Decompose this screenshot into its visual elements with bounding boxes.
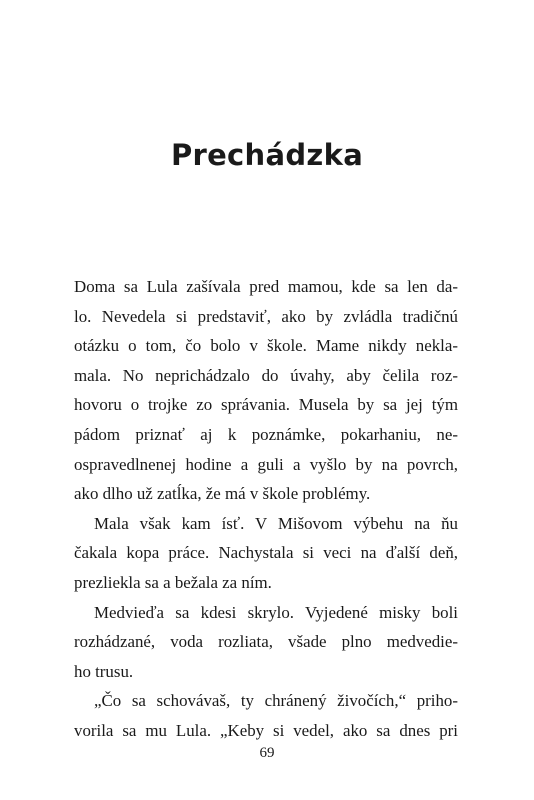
body-text [74,272,458,746]
text-line: ho trusu. [74,661,134,681]
text-line: vorila sa mu Lula. „Keby si vedel, ako sa dnes pri [74,720,458,740]
page-number: 69 [259,745,275,761]
text-line: čakala kopa práce. Nachystala si veci na ďalší deň, [74,543,458,563]
text-line: otázku o tom, čo bolo v škole. Mame nikdy nekla- [74,336,458,356]
text-line: Mala však kam ísť. V Mišovom výbehu na ňu [94,513,458,533]
text-line: Medvieďa sa kdesi skrylo. Vyjedené misky boli [94,602,458,622]
text-line: ako dlho už zatĺka, že má v škole problémy. [74,484,371,504]
text-line: mala. No neprichádzalo do úvahy, aby čelila roz- [74,365,458,385]
text-line: prezliekla sa a bežala za ním. [74,572,272,592]
text-line: lo. Nevedela si predstaviť, ako by zvládla tradičnú [74,306,458,326]
text-line: ospravedlnenej hodine a guli a vyšlo by na povrch, [74,454,458,474]
text-line: hovoru o trojke zo správania. Musela by sa jej tým [74,395,458,415]
text-line: Doma sa Lula zašívala pred mamou, kde sa len da- [74,277,458,296]
chapter-title: Prechádzka [170,138,364,172]
text-line: pádom priznať aj k poznámke, pokarhaniu, ne- [74,424,458,444]
text-line: „Čo sa schovávaš, ty chránený živočích,“ priho- [94,691,458,711]
text-line: rozhádzané, voda rozliata, všade plno medvedie- [74,632,458,652]
